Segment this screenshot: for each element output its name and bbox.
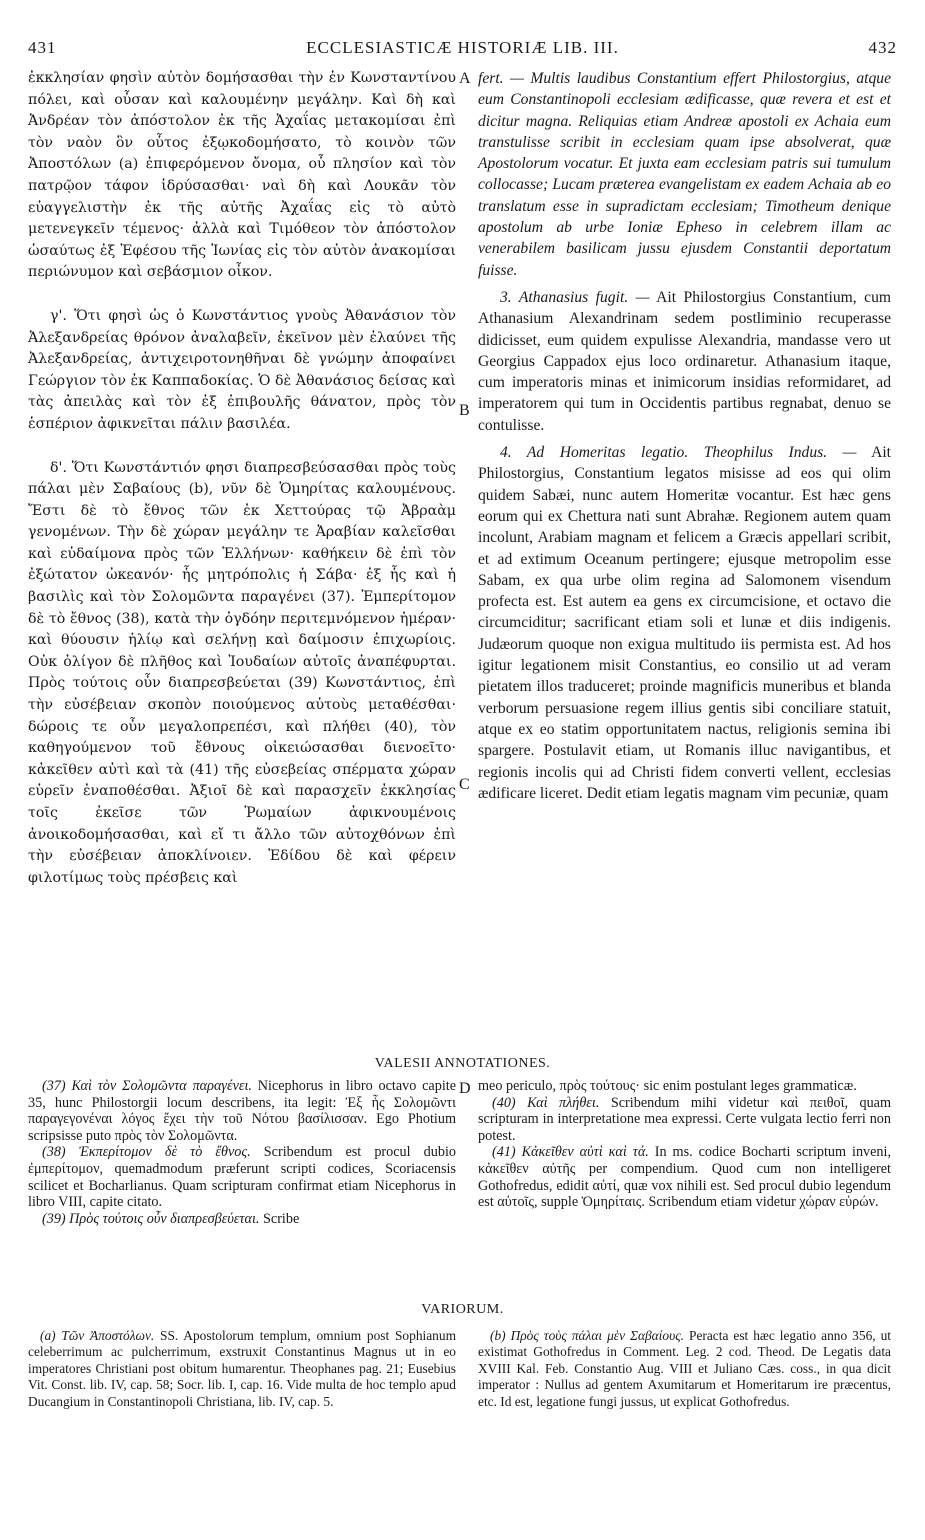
valesii-notes-left	[28, 1078, 456, 1227]
latin-p2-heading: 3. Athanasius fugit. —	[500, 288, 650, 306]
note-41	[478, 1144, 891, 1210]
note-37-text: Nicephorus in libro octavo capite 35, hunc Philostorgii locum describens, ita legit: Ἐξ ἧς Σολομῶντι παραγεγονέναι λόγος ἔχει τὴν τοῦ Νότου βασίλισσαν. Ego Photium scripsisse puto πρὸς τὸν Σολομῶντα.	[28, 1078, 457, 1144]
note-39-text: Scribe	[259, 1210, 300, 1227]
latin-paragraph-3	[478, 442, 891, 804]
note-39-heading: (39) Πρὸς τούτοις οὖν διαπρεσβεύεται.	[42, 1210, 260, 1227]
note-39	[28, 1211, 456, 1228]
page-header	[28, 38, 897, 62]
greek-paragraph-1: ἐκκλησίαν φησὶν αὐτὸν δομήσασθαι τὴν ἐν Κωνσταντίνου πόλει, καὶ οὖσαν καὶ καλουμένην μεγάλην. Καὶ δὴ καὶ Ἀνδρέαν τὸν ἀπόστολον ἐκ τῆς Ἀχαΐας μετακομίσαι ἐπὶ τὸν ναὸν ὃν οὗτος ἐξῳκοδομήσατο, τὸ κοινὸν τῶν Ἀποστόλων (a) ἐπιφερόμενον ὄνομα, οὗ πλησίον καὶ τὸν πατρῷον τάφον ἱδρύσασθαι· ναὶ δὴ καὶ Λουκᾶν τὸν εὐαγγελιστὴν ἐκ τῆς αὐτῆς Ἀχαΐας εἰς τὸ αὐτὸ μετενεγκεῖν τέμενος· ἀλλὰ καὶ Τιμόθεον τὸν ἀπόστολον ὡσαύτως ἐξ Ἐφέσου τῆς Ἰωνίας εἰς τὸν αὐτὸν ἀνακομίσαι περιώνυμον καὶ σεβάσμιον οἶκον.	[28, 70, 456, 281]
variorum-note-a	[28, 1328, 456, 1410]
note-40-heading: (40) Καὶ πλήθει.	[492, 1094, 600, 1111]
note-39-continued: meo periculo, πρὸς τούτους· sic enim postulant leges grammaticæ.	[478, 1078, 857, 1094]
variorum-notes-left	[28, 1328, 456, 1410]
latin-p3-text: Ait Philostorgius, Constantium legatos misisse ad eos qui olim quidem Sabæi, nunc autem Homeritæ vocantur. Est hæc gens eorum qui ex Chettura nati sunt Abrahæ. Regionem autem quam incolunt, Arabiam magnam et felicem a Græcis appellari scribit, et ad extimum Oceanum pertingere; ejusque metropolim esse Sabam, ex qua urbe olim regina ad Salomonem visendum profecta est. Est autem ea gens ex circumcisione, et octavo die circumciditur; sacrificant etiam soli et lunæ et diis indigenis. Judæorum quoque non exigua multitudo iis permista est. Ad hos igitur legationem misit Constantius, eo consilio ut ad veram pietatem illos traduceret; proinde magnificis muneribus et blanda verborum persuasione regem illius gentis sibi conciliare statuit, atque ex eo statim opportunitatem nactus, religionis semina ibi spargere. Postulavit etiam, ut Romanis illuc navigantibus, et regionis incolis qui ad Christi fidem converti vellent, ecclesias ædificare liceret. Dedit etiam legatis magnam vim pecuniæ, quam	[478, 444, 891, 802]
latin-p2-text: Ait Philostorgius Constantium, cum Athanasium Alexandrinam sedem postliminio recuperasse didicisset, eum quidem expulisse Alexandria, mandasse vero ut Georgius Cappadox ejus loco ordinaretur. Athanasium itaque, cum imperatoris minas et inimicorum insidias reformidaret, ad imperatorem qui tum in Occidentis partibus regnabat, denuo se contulisse.	[478, 288, 891, 434]
margin-letter-d: D	[459, 1080, 471, 1097]
note-40-text: Scribendum mihi videtur καὶ πειθοῖ, quam scripturam in interpretatione mea expressi. Certe vulgata lectio ferri non potest.	[478, 1094, 892, 1144]
latin-paragraph-1	[478, 68, 891, 281]
note-41-text: In ms. codice Bocharti scriptum inveni, κἀκεῖθεν αὐτῆς per compendium. Quod cum non intelligeret Gothofredus, edidit αὐτί, quæ vox nihili est. Sed procul dubio legendum est αὐτοῖς, supple Ὁμηρίταις. Scribendum etiam videtur χώραν εὑρών.	[478, 1144, 892, 1211]
latin-p3-heading: 4. Ad Homeritas legatio. Theophilus Indus. —	[500, 444, 857, 462]
note-37-heading: (37) Καὶ τὸν Σολομῶντα παραγένει.	[42, 1078, 252, 1094]
page-number-right: 432	[868, 38, 897, 57]
note-38-heading: (38) Ἐκπερίτομον δὲ τὸ ἔθνος.	[42, 1144, 251, 1161]
valesii-notes-right	[478, 1078, 891, 1211]
variorum-b-text: Peracta est hæc legatio anno 356, ut existimat Gothofredus in Comment. Leg. 2 cod. Theod. De Legatis data XVIII Kal. Feb. Constantio Aug. VIII et Juliano Cæs. coss., in qua dicit imperator : Nullus ad gentem Axumitarum et Homeritarum ire præcentus, etc. Id est, legatione fungi jussus, ut explicat Gothofredus.	[478, 1328, 891, 1409]
latin-text-column	[478, 68, 891, 804]
valesii-heading: VALESII ANNOTATIONES.	[374, 1056, 551, 1071]
note-38-text: Scribendum est procul dubio ἐμπερίτομον, quemadmodum præferunt scripti codices, Scoriacensis scilicet et Bocharlianus. Quam scripturam confirmat etiam Nicephorus in libro VIII, capite citato.	[28, 1144, 456, 1211]
greek-paragraph-3: δ'. Ὅτι Κωνστάντιόν φησι διαπρεσβεύσασθαι πρὸς τοὺς πάλαι μὲν Σαβαίους (b), νῦν δὲ Ὁμηρίτας καλουμένους. Ἔστι δὲ τὸ ἔθνος τῶν ἐκ Χεττούρας τῷ Ἀβραὰμ γενομένων. Τὴν δὲ χώραν μεγάλην τε Ἀραβίαν καλεῖσθαι καὶ εὐδαίμονα πρὸς τῶν Ἑλλήνων· καθήκειν δὲ ἐπὶ τὸν ἐξώτατον ὠκεανόν· ἧς μητρόπολις ἡ Σάβα· ἐξ ἧς καὶ ἡ βασιλὶς καὶ τὸν Σολομῶντα παραγένει (37). Ἐμπερίτομον δὲ τὸ ἔθνος (38), κατὰ τὴν ὀγδόην περιτεμνόμενον ἡμέραν· καὶ θύουσιν ἡλίῳ καὶ σελήνῃ καὶ δαίμοσιν ἐπιχωρίοις. Οὐκ ὀλίγον δὲ πλῆθος καὶ Ἰουδαίων αὐτοῖς ἀναπέφυρται. Πρὸς τούτοις οὖν διαπρεσβεύεται (39) Κωνστάντιος, ἐπὶ τὴν εὐσέβειαν σκοπὸν ποιούμενος αὐτοὺς μεταθέσθαι· δώροις τε οὖν μεγαλοπρεπέσι, καὶ πλήθει (40), τὸν καθηγούμενον τοῦ ἔθνους οἰκειώσασθαι διενοεῖτο· κἀκεῖθεν αὐτὶ καὶ τὰ (41) τῆς εὐσεβείας σπέρματα χώραν εὑρεῖν ἐναποθέσθαι. Ἀξιοῖ δὲ καὶ παρασχεῖν ἐκκλησίας τοῖς ἐκεῖσε τῶν Ῥωμαίων ἀφικνουμένοις ἀνοικοδομήσασθαι, καὶ εἴ τι ἄλλο τῶν αὐτοχθόνων ἐπὶ τὴν εὐσέβειαν ἀποκλίνοιεν. Ἐδίδου δὲ καὶ φέρειν φιλοτίμως τοὺς πρέσβεις καὶ	[28, 459, 456, 886]
page-number-left: 431	[28, 38, 57, 57]
latin-paragraph-2	[478, 287, 891, 436]
note-37	[28, 1078, 456, 1144]
margin-letter-c: C	[459, 776, 470, 793]
note-41-heading: (41) Κἀκεῖθεν αὐτὶ καὶ τά.	[492, 1144, 649, 1161]
variorum-notes-right	[478, 1328, 891, 1410]
variorum-note-b	[478, 1328, 891, 1410]
latin-p1-text: fert. — Multis laudibus Constantium effert Philostorgius, atque eum Constantinopoli ecclesiam ædificasse, quæ revera et est et dicitur magna. Reliquias etiam Andreæ apostoli ex Achaia eum transtulisse scribit in ecclesiam quam ipse absolverat, quæ Apostolorum vocatur. Et juxta eam ecclesiam patris sui tumulum collocasse; Lucam præterea evangelistam ex eadem Achaia ab eo translatum esse in supradictam ecclesiam; Timotheum denique apostolum ab urbe Ioniæ Epheso in celebrem illam ac venerabilem basilicam jussu ejusdem Constantii deportatum fuisse.	[478, 70, 891, 279]
note-38	[28, 1144, 456, 1210]
margin-letter-a: A	[459, 70, 471, 87]
variorum-a-text: SS. Apostolorum templum, omnium post Sophianum celeberrimum ac pulcherrimum, exstruxit Constantinus Magnus ut in eo imperatores Christiani post obitum humarentur. Theophanes pag. 21; Eusebius Vit. Const. lib. IV, cap. 58; Socr. lib. I, cap. 16. Vide multa de hoc templo apud Ducangium in Constantinopoli Christiana, lib. IV, cap. 5.	[28, 1328, 456, 1409]
margin-letter-b: B	[459, 402, 470, 419]
variorum-heading: VARIORUM.	[421, 1302, 504, 1317]
note-40	[478, 1095, 891, 1145]
variorum-b-heading: (b) Πρὸς τοὺς πάλαι μὲν Σαβαίους.	[490, 1328, 685, 1343]
running-head: ECCLESIASTICÆ HISTORIÆ LIB. III.	[306, 38, 619, 57]
greek-text-column	[28, 68, 456, 889]
greek-paragraph-2: γ'. Ὅτι φησὶ ὡς ὁ Κωνστάντιος γνοὺς Ἀθανάσιον τὸν Ἀλεξανδρείας θρόνον ἀναλαβεῖν, ἐκεῖνον μὲν ἐλαύνει τῆς Ἀλεξανδρείας, ἀντιχειροτονηθῆναι δὲ γνώμην ἀποφαίνει Γεώργιον τὸν ἐκ Καππαδοκίας. Ὁ δὲ Ἀθανάσιος δείσας καὶ τὰς ἀπειλὰς καὶ τὸν ἐξ ἐπιβουλῆς θάνατον, πρὸς τὸν ἑσπέριον ἀφικνεῖται πάλιν βασιλέα.	[28, 307, 456, 432]
variorum-a-heading: (a) Τῶν Ἀποστόλων.	[40, 1328, 155, 1343]
